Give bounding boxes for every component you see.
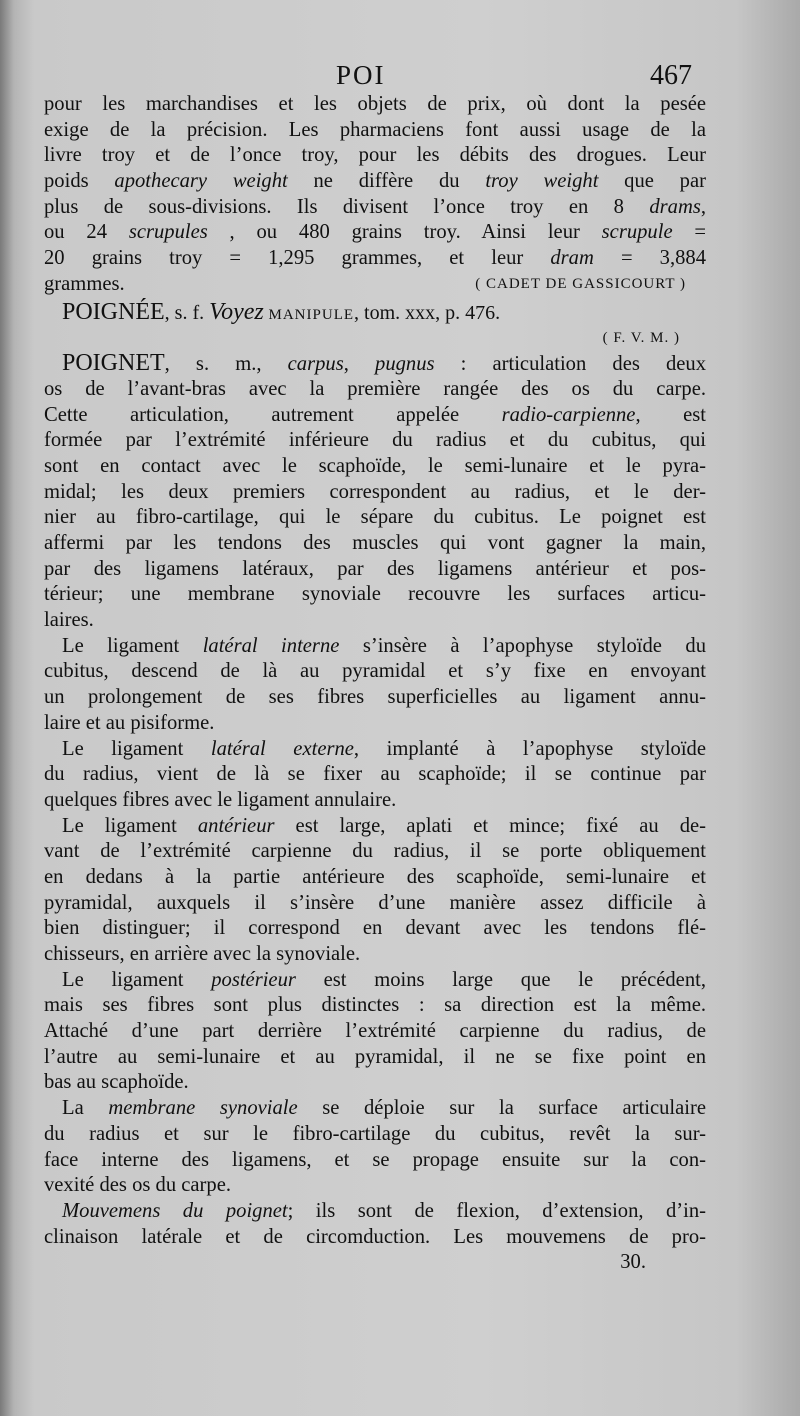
text-line: pyramidal, auxquels il s’insère d’une manière assez difficile à bbox=[44, 891, 706, 914]
text-line: bas au scaphoïde. bbox=[44, 1071, 189, 1094]
text-line: Le ligament latéral externe, implanté à l’apophyse styloïde bbox=[62, 737, 706, 760]
text-line: affermi par les tendons des muscles qui vont gagner la main, bbox=[44, 532, 706, 554]
body-text bbox=[44, 92, 706, 1276]
text-line: cubitus, descend de là au pyramidal et s’y fixe en envoyant bbox=[44, 660, 706, 683]
text-line: 20 grains troy = 1,295 grammes, et leur dram = 3,884 bbox=[44, 247, 706, 270]
text-line: grammes. ( CADET DE GASSICOURT ) bbox=[44, 272, 706, 298]
author-signature: ( F. V. M. ) bbox=[602, 329, 680, 346]
text-line: l’autre au semi-lunaire et au pyramidal, il ne se fixe point en bbox=[44, 1045, 706, 1068]
text-line: nier au fibro-cartilage, qui le sépare du cubitus. Le poignet est bbox=[44, 506, 706, 529]
text-line: plus de sous-divisions. Ils divisent l’once troy en 8 drams, bbox=[44, 195, 706, 218]
text-line: formée par l’extrémité inférieure du radius et du cubitus, qui bbox=[44, 429, 706, 452]
text-line: Le ligament latéral interne s’insère à l’apophyse styloïde du bbox=[62, 634, 706, 657]
text-line: sont en contact avec le scaphoïde, le semi-lunaire et le pyra- bbox=[44, 454, 706, 477]
text-line: Cette articulation, autrement appelée radio-carpienne, est bbox=[44, 403, 706, 426]
text-line: ou 24 scrupules , ou 480 grains troy. Ainsi leur scrupule = bbox=[44, 221, 707, 244]
text-line: en dedans à la partie antérieure des scaphoïde, semi-lunaire et bbox=[44, 865, 706, 888]
text-line: face interne des ligamens, et se propage ensuite sur la con- bbox=[44, 1148, 706, 1171]
text-line: clinaison latérale et de circomduction. Les mouvemens de pro- bbox=[44, 1225, 706, 1248]
text-line: du radius, vient de là se fixer au scaphoïde; il se continue par bbox=[44, 763, 706, 786]
text-line: midal; les deux premiers correspondent au radius, et le der- bbox=[44, 480, 706, 503]
text-line: poids apothecary weight ne diffère du troy weight que par bbox=[44, 170, 706, 193]
text-line: du radius et sur le fibro-cartilage du cubitus, revêt la sur- bbox=[44, 1122, 706, 1145]
text-line: mais ses fibres sont plus distinctes : sa direction est la même. bbox=[44, 994, 706, 1017]
page-number: 467 bbox=[650, 60, 692, 91]
text-line: quelques fibres avec le ligament annulaire. bbox=[44, 788, 397, 811]
text-line: pour les marchandises et les objets de prix, où dont la pesée bbox=[44, 93, 706, 115]
text-line: La membrane synoviale se déploie sur la surface articulaire bbox=[62, 1097, 706, 1120]
text-line: laire et au pisiforme. bbox=[44, 711, 215, 734]
text-line: vexité des os du carpe. bbox=[44, 1174, 231, 1197]
text-line: vant de l’extrémité carpienne du radius, il se porte obliquement bbox=[44, 840, 706, 863]
text-line: os de l’avant-bras avec la première rangée des os du carpe. bbox=[44, 377, 706, 400]
text-line: Mouvemens du poignet; ils sont de flexion, d’extension, d’in- bbox=[62, 1199, 707, 1222]
entry-heading: POIGNET, s. m., carpus, pugnus : articulation des deux bbox=[62, 350, 707, 377]
text-line: exige de la précision. Les pharmaciens font aussi usage de la bbox=[44, 118, 706, 141]
text-line: Le ligament antérieur est large, aplati et mince; fixé au de- bbox=[62, 814, 706, 837]
text-line: Le ligament postérieur est moins large que le précédent, bbox=[62, 968, 706, 991]
running-title: POI bbox=[336, 60, 386, 90]
entry-heading: POIGNÉE, s. f. Voyez MANIPULE, tom. xxx, p. 476. bbox=[62, 298, 501, 325]
text-line: un prolongement de ses fibres superficielles au ligament annu- bbox=[44, 686, 706, 709]
text-line: bien distinguer; il correspond en devant avec les tendons flé- bbox=[44, 917, 706, 940]
text-line: par des ligamens latéraux, par des ligamens antérieur et pos- bbox=[44, 557, 706, 580]
text-line: Attaché d’une part derrière l’extrémité carpienne du radius, de bbox=[44, 1020, 706, 1043]
text-line: térieur; une membrane synoviale recouvre les surfaces articu- bbox=[44, 583, 706, 606]
text-line: chisseurs, en arrière avec la synoviale. bbox=[44, 943, 361, 965]
text-line: laires. bbox=[44, 609, 94, 632]
author-signature: ( CADET DE GASSICOURT ) bbox=[475, 275, 686, 292]
text-line: livre troy et de l’once troy, pour les débits des drogues. Leur bbox=[44, 144, 706, 167]
catchword: 30. bbox=[620, 1251, 646, 1274]
